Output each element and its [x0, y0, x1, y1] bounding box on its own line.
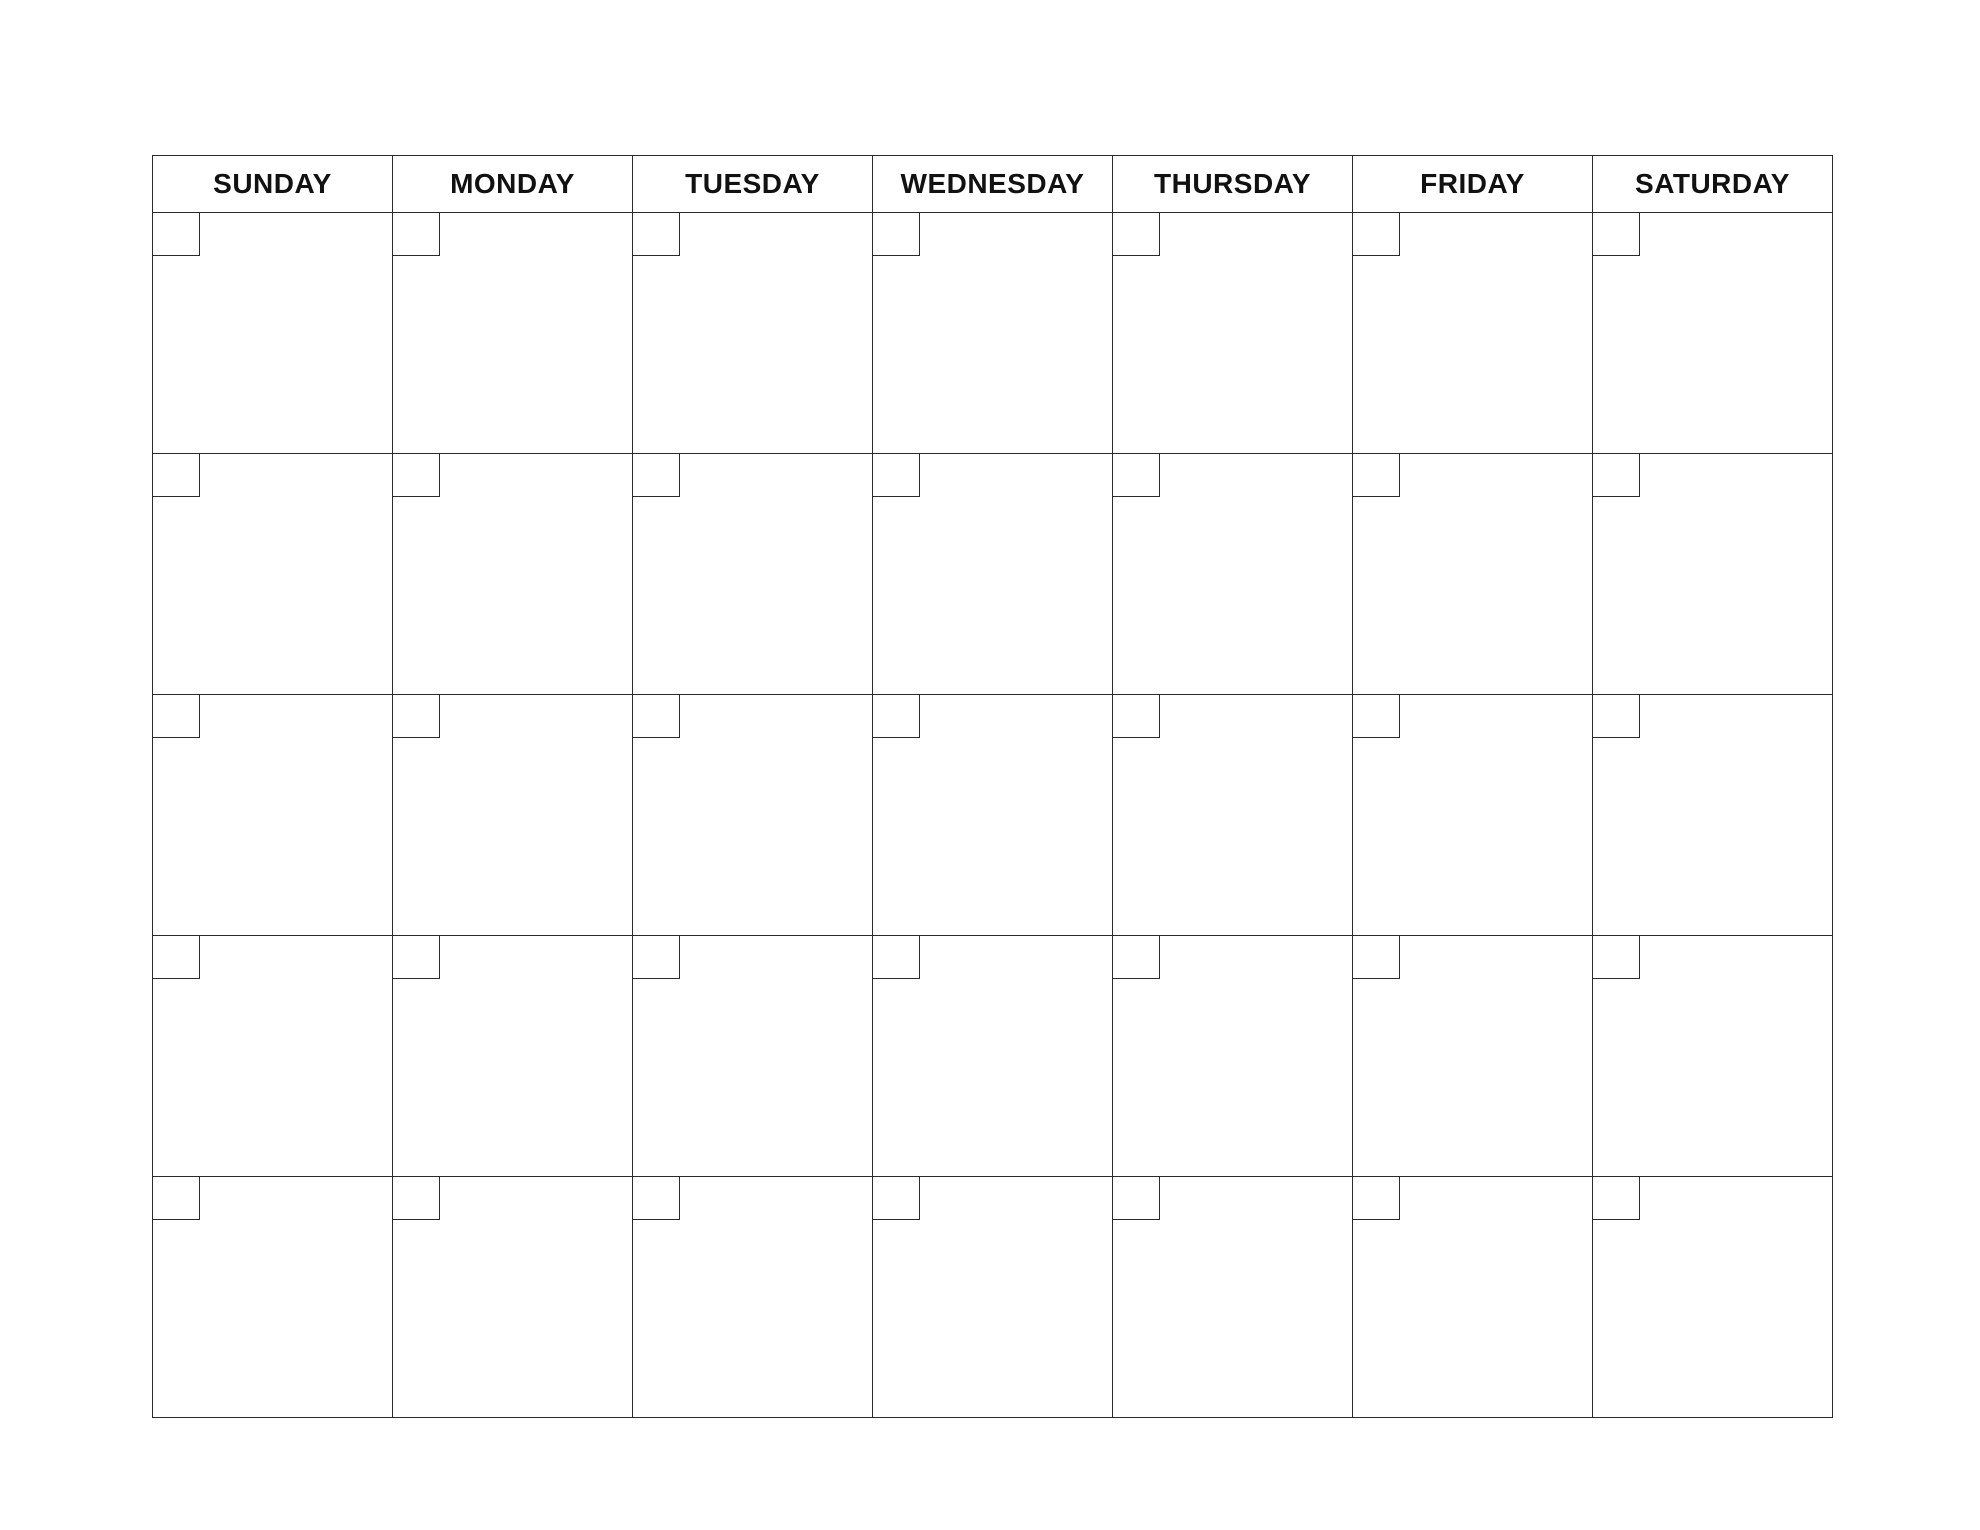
monthly-calendar-grid: [152, 155, 1833, 1418]
day-cell[interactable]: [1593, 695, 1833, 936]
day-note[interactable]: [1645, 699, 1828, 931]
date-number-box[interactable]: [393, 213, 440, 256]
day-note[interactable]: [925, 699, 1108, 931]
day-cell[interactable]: [633, 1177, 873, 1418]
date-number-box[interactable]: [873, 936, 920, 979]
calendar-header-row: [153, 156, 1833, 213]
day-note[interactable]: [445, 217, 628, 449]
date-number-box[interactable]: [393, 454, 440, 497]
date-number-box[interactable]: [1113, 213, 1160, 256]
day-note[interactable]: [685, 217, 868, 449]
day-note[interactable]: [1405, 940, 1588, 1172]
day-cell[interactable]: [633, 695, 873, 936]
date-number-box[interactable]: [1593, 936, 1640, 979]
date-number-box[interactable]: [633, 936, 680, 979]
date-number-box[interactable]: [1113, 695, 1160, 738]
day-cell[interactable]: [1593, 1177, 1833, 1418]
calendar-week-row: [153, 454, 1833, 695]
date-number-box[interactable]: [1593, 454, 1640, 497]
day-note[interactable]: [1165, 699, 1348, 931]
date-number-box[interactable]: [1353, 454, 1400, 497]
day-cell[interactable]: [153, 1177, 393, 1418]
day-note[interactable]: [445, 1181, 628, 1413]
day-note[interactable]: [445, 699, 628, 931]
date-number-box[interactable]: [1353, 1177, 1400, 1220]
day-note[interactable]: [1645, 1181, 1828, 1413]
date-number-box[interactable]: [1353, 695, 1400, 738]
day-cell[interactable]: [153, 454, 393, 695]
day-note[interactable]: [1645, 940, 1828, 1172]
day-cell[interactable]: [1353, 454, 1593, 695]
date-number-box[interactable]: [873, 213, 920, 256]
day-cell[interactable]: [393, 454, 633, 695]
day-cell[interactable]: [873, 695, 1113, 936]
date-number-box[interactable]: [873, 1177, 920, 1220]
weekday-header-tuesday: TUESDAY: [633, 156, 873, 213]
day-note[interactable]: [1645, 217, 1828, 449]
day-cell[interactable]: [1353, 213, 1593, 454]
day-cell[interactable]: [873, 936, 1113, 1177]
date-number-box[interactable]: [1113, 1177, 1160, 1220]
day-cell[interactable]: [633, 213, 873, 454]
date-number-box[interactable]: [393, 695, 440, 738]
date-number-box[interactable]: [1353, 936, 1400, 979]
day-note[interactable]: [1405, 1181, 1588, 1413]
day-cell[interactable]: [393, 695, 633, 936]
weekday-header-sunday: SUNDAY: [153, 156, 393, 213]
date-number-box[interactable]: [153, 695, 200, 738]
day-note[interactable]: [1405, 458, 1588, 690]
day-note[interactable]: [925, 217, 1108, 449]
weekday-header-monday: MONDAY: [393, 156, 633, 213]
weekday-header-thursday: THURSDAY: [1113, 156, 1353, 213]
day-cell[interactable]: [633, 454, 873, 695]
date-number-box[interactable]: [153, 1177, 200, 1220]
calendar-week-row: [153, 213, 1833, 454]
date-number-box[interactable]: [1113, 454, 1160, 497]
day-cell[interactable]: [1113, 695, 1353, 936]
date-number-box[interactable]: [1593, 695, 1640, 738]
day-note[interactable]: [925, 458, 1108, 690]
date-number-box[interactable]: [633, 213, 680, 256]
day-note[interactable]: [205, 699, 388, 931]
day-cell[interactable]: [1113, 936, 1353, 1177]
calendar-body: [153, 213, 1833, 1418]
day-note[interactable]: [445, 458, 628, 690]
day-cell[interactable]: [1353, 695, 1593, 936]
day-cell[interactable]: [873, 454, 1113, 695]
day-note[interactable]: [925, 940, 1108, 1172]
day-note[interactable]: [925, 1181, 1108, 1413]
day-note[interactable]: [1405, 217, 1588, 449]
day-cell[interactable]: [873, 1177, 1113, 1418]
day-note[interactable]: [1165, 217, 1348, 449]
day-note[interactable]: [1405, 699, 1588, 931]
day-note[interactable]: [685, 940, 868, 1172]
day-cell[interactable]: [153, 936, 393, 1177]
weekday-header-wednesday: WEDNESDAY: [873, 156, 1113, 213]
day-note[interactable]: [685, 1181, 868, 1413]
day-cell[interactable]: [1113, 213, 1353, 454]
date-number-box[interactable]: [393, 936, 440, 979]
date-number-box[interactable]: [633, 1177, 680, 1220]
day-cell[interactable]: [873, 213, 1113, 454]
date-number-box[interactable]: [393, 1177, 440, 1220]
day-cell[interactable]: [393, 1177, 633, 1418]
date-number-box[interactable]: [153, 936, 200, 979]
day-note[interactable]: [685, 458, 868, 690]
day-cell[interactable]: [1113, 1177, 1353, 1418]
day-note[interactable]: [205, 217, 388, 449]
calendar-week-row: [153, 695, 1833, 936]
date-number-box[interactable]: [633, 454, 680, 497]
day-cell[interactable]: [153, 213, 393, 454]
date-number-box[interactable]: [873, 695, 920, 738]
weekday-header-saturday: SATURDAY: [1593, 156, 1833, 213]
date-number-box[interactable]: [873, 454, 920, 497]
date-number-box[interactable]: [1593, 1177, 1640, 1220]
day-cell[interactable]: [1593, 936, 1833, 1177]
day-note[interactable]: [445, 940, 628, 1172]
day-note[interactable]: [1165, 458, 1348, 690]
day-note[interactable]: [1165, 1181, 1348, 1413]
day-cell[interactable]: [1593, 213, 1833, 454]
day-cell[interactable]: [1593, 454, 1833, 695]
date-number-box[interactable]: [1113, 936, 1160, 979]
day-cell[interactable]: [1113, 454, 1353, 695]
day-note[interactable]: [205, 458, 388, 690]
day-cell[interactable]: [393, 213, 633, 454]
day-cell[interactable]: [633, 936, 873, 1177]
calendar-week-row: [153, 936, 1833, 1177]
calendar-week-row: [153, 1177, 1833, 1418]
date-number-box[interactable]: [153, 454, 200, 497]
day-cell[interactable]: [1353, 1177, 1593, 1418]
day-note[interactable]: [685, 699, 868, 931]
date-number-box[interactable]: [633, 695, 680, 738]
weekday-header-friday: FRIDAY: [1353, 156, 1593, 213]
day-note[interactable]: [205, 1181, 388, 1413]
day-cell[interactable]: [393, 936, 633, 1177]
date-number-box[interactable]: [1353, 213, 1400, 256]
day-note[interactable]: [1645, 458, 1828, 690]
day-note[interactable]: [1165, 940, 1348, 1172]
day-note[interactable]: [205, 940, 388, 1172]
date-number-box[interactable]: [1593, 213, 1640, 256]
day-cell[interactable]: [1353, 936, 1593, 1177]
date-number-box[interactable]: [153, 213, 200, 256]
day-cell[interactable]: [153, 695, 393, 936]
